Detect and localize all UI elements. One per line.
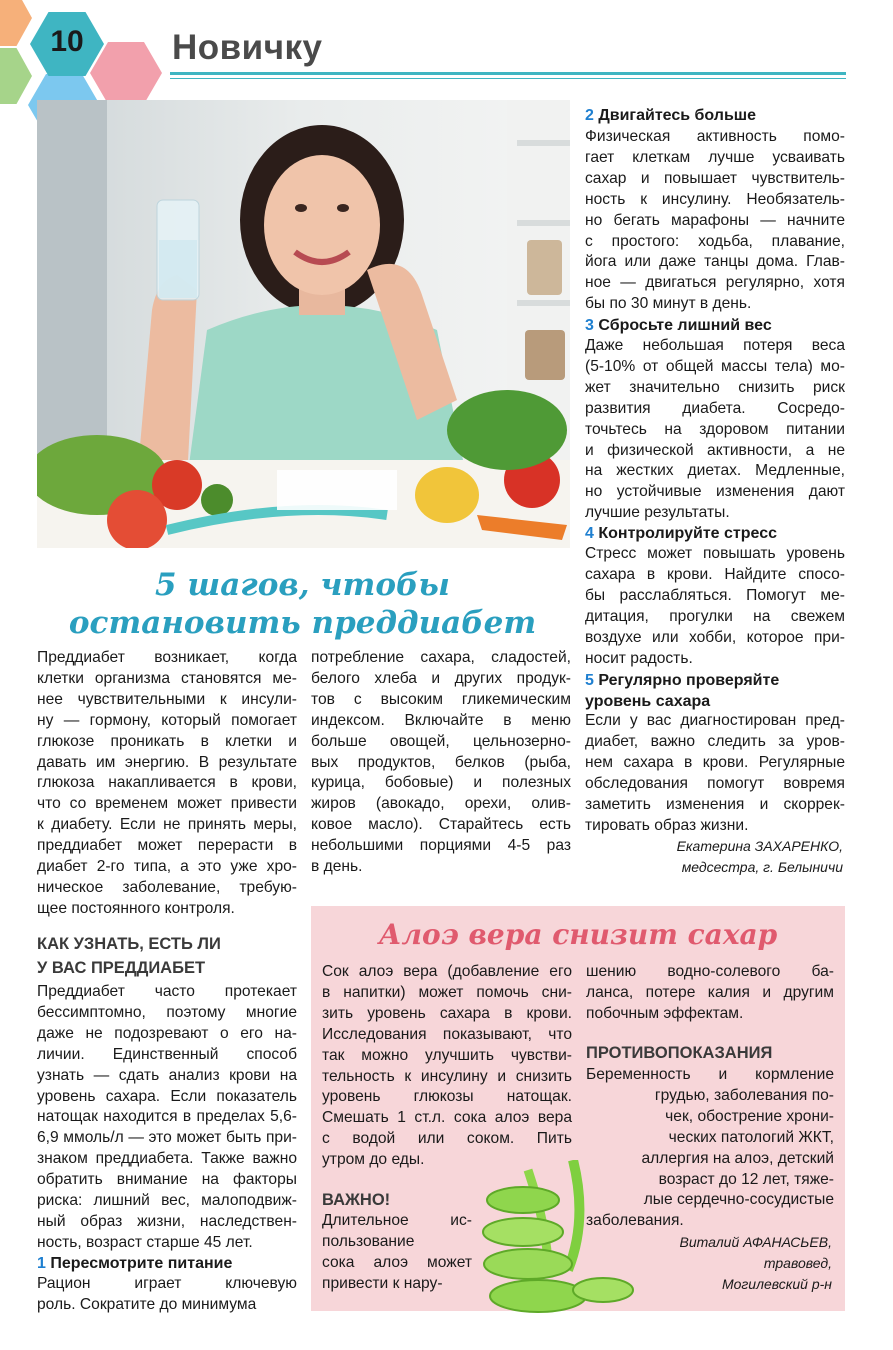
text-line: риска: лишний вес, малоподвиж- <box>37 1192 297 1210</box>
step3-number: 3 <box>585 317 594 334</box>
text-line: личии. Единственный способ <box>37 1045 297 1063</box>
text-line: ческих патологий ЖКТ, <box>668 1128 834 1146</box>
step2-number: 2 <box>585 107 594 124</box>
text-line: йога или даже танцы дома. Глав- <box>585 253 845 271</box>
text-line: нее чувствительными к инсули- <box>37 690 297 708</box>
text-line: пользование <box>322 1232 415 1250</box>
text-line: Длительное ис- <box>322 1212 472 1229</box>
aloe-author-place: Могилевский р-н <box>721 1276 832 1292</box>
page-number: 10 <box>50 25 84 58</box>
step4-title: Контролируйте стресс <box>598 525 778 542</box>
text-line: бы по 30 минут в день. <box>585 295 752 313</box>
text-line: давать им энергию. В результате <box>37 753 297 771</box>
text-line: бы расслабляться. Помогут ме- <box>585 586 845 604</box>
text-line: лучшие результаты. <box>585 504 730 522</box>
text-line: Смешать 1 ст.л. сока алоэ вера <box>322 1109 572 1127</box>
text-line: жиров (авокадо, орехи, олив- <box>311 795 571 813</box>
aloe-text-continued <box>586 962 834 1025</box>
author-role: медсестра, г. Белыничи <box>681 859 843 875</box>
step1-title: Пересмотрите питание <box>50 1255 233 1272</box>
text-line: курица, бобовые) и полезных <box>311 774 571 792</box>
step5-text <box>585 711 845 836</box>
text-line: натощак находится в пределах 5,6- <box>37 1108 297 1126</box>
how-to-know-heading <box>37 932 297 980</box>
text-line: ковое масло). Старайтесь есть <box>311 816 571 834</box>
article-author <box>585 836 843 878</box>
text-line: но бегать марафоны — начните <box>585 211 845 229</box>
step4-heading <box>585 523 845 544</box>
step5-heading <box>585 670 845 712</box>
text-line: Если у вас диагностирован пред- <box>585 712 845 729</box>
article-title-line1: 5 шагов, чтобы <box>155 567 450 603</box>
text-line: вых продуктов, белков (рыба, <box>311 753 571 771</box>
text-line: глюкоза накапливается в крови, <box>37 774 297 792</box>
aloe-author-name: Виталий АФАНАСЬЕВ, <box>679 1234 832 1250</box>
text-line: тельность к инсулину и снизить <box>322 1067 572 1085</box>
text-line: грудью, заболевания по- <box>654 1086 834 1104</box>
text-line: но устойчивые изменения дают <box>585 483 845 501</box>
text-line: белого хлеба и других продук- <box>311 669 571 687</box>
text-line: лые сердечно-сосудистые <box>643 1191 834 1209</box>
step1-continuation-text <box>311 648 571 878</box>
text-line: Преддиабет возникает, когда <box>37 649 297 666</box>
text-line: Преддиабет часто протекает <box>37 983 297 1000</box>
text-line: даже не подозревают о его на- <box>37 1024 297 1042</box>
step1-heading <box>37 1253 297 1274</box>
how-heading-line2: У ВАС ПРЕДДИАБЕТ <box>37 959 206 977</box>
article-title-line2: остановить преддиабет <box>68 605 537 641</box>
text-line: тов с высоким гликемическим <box>311 690 571 708</box>
aloe-author-role: травовед, <box>763 1255 832 1271</box>
text-line: заболевания. <box>586 1212 684 1230</box>
text-line: с простого: ходьба, плавание, <box>585 232 845 250</box>
text-line: глюкозе проникать в клетки и <box>37 732 297 750</box>
text-line: развития диабета. Сосредо- <box>585 399 845 417</box>
how-heading-line1: КАК УЗНАТЬ, ЕСТЬ ЛИ <box>37 935 221 953</box>
text-line: обследования помогут вовремя <box>585 774 845 792</box>
text-line: больше овощей, цельнозерно- <box>311 732 571 750</box>
text-line: с водой или соком. Пить <box>322 1130 572 1148</box>
text-line: сахара в крови. Найдите спосо- <box>585 565 845 583</box>
text-line: точьтесь на здоровом питании <box>585 420 845 438</box>
text-line: (5-10% от общей массы тела) мо- <box>585 357 845 375</box>
text-line: чек, обострение хрони- <box>665 1107 834 1125</box>
text-line: заметить изменения и скоррек- <box>585 795 845 813</box>
text-line: привести к нару- <box>322 1274 443 1292</box>
step3-heading <box>585 315 845 336</box>
contraindications-heading: ПРОТИВОПОКАЗАНИЯ <box>586 1044 773 1062</box>
text-line: зить уровень сахара в крови. <box>322 1004 572 1022</box>
text-line: уровень сахара. Если показатель <box>37 1087 297 1105</box>
intro-text <box>37 648 297 920</box>
text-line: сахар и повышает чувствитель- <box>585 169 845 187</box>
text-line: уровень глюкозы натощак. <box>322 1088 572 1106</box>
section-title: Новичку <box>172 28 323 67</box>
text-line: Даже небольшая потеря веса <box>585 337 845 354</box>
step1-number: 1 <box>37 1255 46 1272</box>
text-line: утром до еды. <box>322 1151 425 1169</box>
text-line: ническое заболевание, требую- <box>37 878 297 896</box>
text-line: гает клеткам лучше усваивать <box>585 148 845 166</box>
text-line: Стресс может повышать уровень <box>585 545 845 562</box>
how-to-know-text <box>37 982 297 1254</box>
text-line: знаком преддиабета. Также важно <box>37 1150 297 1168</box>
text-line: ность, возраст старше 45 лет. <box>37 1233 253 1251</box>
step3-title: Сбросьте лишний вес <box>598 317 772 334</box>
text-line: воздухе или хобби, которое при- <box>585 628 845 646</box>
text-line: Беременность и кормление <box>586 1066 834 1083</box>
text-line: в день. <box>311 858 363 876</box>
photo-illustration <box>37 100 570 548</box>
text-line: побочным эффектам. <box>586 1004 744 1022</box>
text-line: клетки организма становятся ме- <box>37 669 297 687</box>
text-line: носит радость. <box>585 649 693 667</box>
text-line: Физическая активность помо- <box>585 128 845 145</box>
important-heading: ВАЖНО! <box>322 1191 391 1209</box>
author-name: Екатерина ЗАХАРЕНКО, <box>676 838 843 854</box>
text-line: ланса, потере калия и другим <box>586 983 834 1001</box>
text-line: так можно улучшить чувстви- <box>322 1046 572 1064</box>
important-text <box>322 1211 472 1295</box>
text-line: сока алоэ может <box>322 1253 472 1271</box>
text-line: аллергия на алоэ, детский <box>641 1149 834 1167</box>
text-line: потребление сахара, сладостей, <box>311 649 571 666</box>
text-line: щее постоянного контроля. <box>37 899 235 917</box>
text-line: на жестких диетах. Медленные, <box>585 462 845 480</box>
text-line: Рацион играет ключевую <box>37 1275 297 1292</box>
text-line: дитация, прогулки на свежем <box>585 607 845 625</box>
aloe-title: Алоэ вера снизит сахар <box>378 918 778 951</box>
text-line: что со временем может привести <box>37 795 297 813</box>
text-line: шению водно-солевого ба- <box>586 963 834 980</box>
step2-title: Двигайтесь больше <box>598 107 757 124</box>
text-line: Исследования показывают, что <box>322 1025 572 1043</box>
text-line: преддиабет может перерасти в <box>37 837 297 855</box>
text-line: бессимптомно, поэтому многие <box>37 1003 297 1021</box>
woman-with-water-glass-photo <box>37 100 570 548</box>
step1-text <box>37 1274 297 1316</box>
text-line: диабет 2-го типа, а это уже хро- <box>37 858 297 876</box>
text-line: ность к инсулину. Необязатель- <box>585 190 845 208</box>
header-rule <box>170 72 846 75</box>
text-line: нем сахара в крови. Регулярные <box>585 753 845 771</box>
step5-number: 5 <box>585 672 594 689</box>
step4-number: 4 <box>585 525 594 542</box>
step2-text <box>585 127 845 315</box>
aloe-text <box>322 962 572 1171</box>
text-line: возраст до 12 лет, тяже- <box>658 1170 834 1188</box>
text-line: небольшими порциями 4-5 раз <box>311 837 571 855</box>
text-line: ное — двигаться регулярно, хотя <box>585 274 845 292</box>
step5-title-line1: Регулярно проверяйте <box>598 672 780 689</box>
text-line: 6,9 ммоль/л — это может быть при- <box>37 1129 297 1147</box>
step4-text <box>585 544 845 669</box>
hex-pink-decoration <box>90 42 162 104</box>
text-line: ный образ жизни, наследствен- <box>37 1212 297 1230</box>
header-rule-thin <box>170 78 846 79</box>
text-line: жет значительно снизить риск <box>585 378 845 396</box>
text-line: обратить внимание на факторы <box>37 1171 297 1189</box>
step5-title-line2: уровень сахара <box>585 693 711 710</box>
hex-green-decoration <box>0 48 32 104</box>
text-line: диабет, важно следить за уров- <box>585 732 845 750</box>
text-line: индексом. Включайте в меню <box>311 711 571 729</box>
hex-orange-decoration <box>0 0 32 46</box>
text-line: к диабету. Если не принять меры, <box>37 816 297 834</box>
aloe-author <box>586 1232 832 1295</box>
step3-text <box>585 336 845 524</box>
text-line: роль. Сократите до минимума <box>37 1295 257 1313</box>
text-line: и физической активности, а не <box>585 441 845 459</box>
step2-heading <box>585 105 845 126</box>
contraindications-text <box>586 1065 834 1232</box>
text-line: Сок алоэ вера (добавление его <box>322 963 572 980</box>
text-line: ну — гормону, который помогает <box>37 711 297 729</box>
article-title <box>40 566 565 642</box>
text-line: тировать образ жизни. <box>585 816 749 834</box>
text-line: узнать — сдать анализ крови на <box>37 1066 297 1084</box>
text-line: в напитки) может помочь сни- <box>322 983 572 1001</box>
